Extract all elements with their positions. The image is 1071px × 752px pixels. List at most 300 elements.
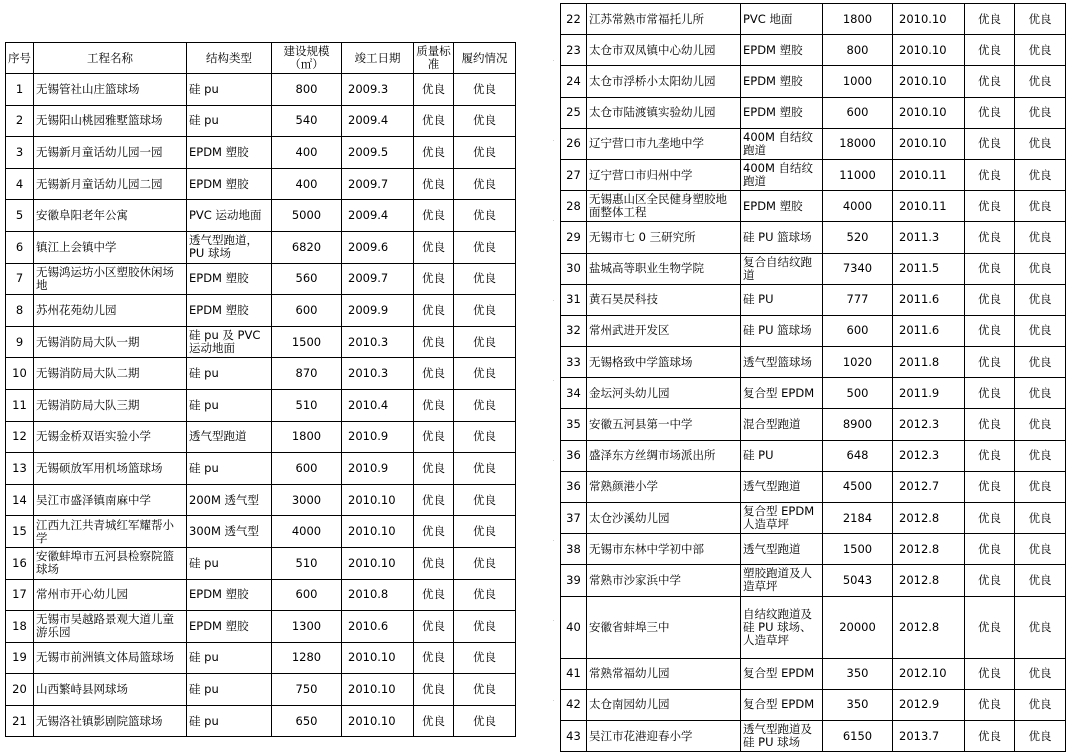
divider-dot <box>553 700 554 701</box>
cell-no: 38 <box>561 534 587 565</box>
cell-type: 透气型跑道 <box>741 471 823 502</box>
cell-type: 塑胶跑道及人造草坪 <box>741 565 823 596</box>
cell-name: 山西繁峙县网球场 <box>34 674 187 706</box>
cell-no: 34 <box>561 378 587 409</box>
cell-quality: 优良 <box>965 503 1015 534</box>
cell-quality: 优良 <box>414 389 454 421</box>
cell-area: 510 <box>272 547 342 579</box>
table-row <box>6 611 516 643</box>
cell-type: PVC 地面 <box>741 4 823 35</box>
cell-area: 500 <box>823 378 893 409</box>
table-row <box>6 579 516 611</box>
table-row <box>561 534 1066 565</box>
cell-perf: 优良 <box>454 137 516 169</box>
cell-perf: 优良 <box>1015 440 1066 471</box>
cell-area: 8900 <box>823 409 893 440</box>
cell-quality: 优良 <box>965 720 1015 751</box>
divider-dot <box>553 540 554 541</box>
cell-date: 2010.10 <box>893 128 965 159</box>
cell-no: 28 <box>561 191 587 222</box>
table-row <box>6 137 516 169</box>
cell-no: 7 <box>6 263 34 295</box>
cell-type: 300M 透气型 <box>187 516 272 548</box>
cell-name: 常州武进开发区 <box>587 315 741 346</box>
cell-date: 2012.10 <box>893 658 965 689</box>
cell-date: 2009.7 <box>342 263 414 295</box>
table-row <box>561 565 1066 596</box>
cell-type: 硅 PU <box>741 440 823 471</box>
header-scale: 建设规模（㎡） <box>272 43 342 74</box>
cell-quality: 优良 <box>965 66 1015 97</box>
cell-date: 2009.9 <box>342 295 414 327</box>
cell-quality: 优良 <box>414 295 454 327</box>
cell-area: 648 <box>823 440 893 471</box>
cell-perf: 优良 <box>1015 565 1066 596</box>
cell-perf: 优良 <box>454 547 516 579</box>
cell-date: 2009.4 <box>342 200 414 232</box>
cell-date: 2010.6 <box>342 611 414 643</box>
cell-name: 安徽蚌埠市五河县检察院篮球场 <box>34 547 187 579</box>
cell-name: 无锡市前洲镇文体局篮球场 <box>34 642 187 674</box>
cell-no: 32 <box>561 315 587 346</box>
cell-perf: 优良 <box>454 674 516 706</box>
table-row <box>561 4 1066 35</box>
cell-quality: 优良 <box>965 97 1015 128</box>
cell-quality: 优良 <box>965 471 1015 502</box>
cell-name: 盐城高等职业生物学院 <box>587 253 741 284</box>
cell-quality: 优良 <box>965 534 1015 565</box>
cell-no: 24 <box>561 66 587 97</box>
cell-area: 600 <box>272 579 342 611</box>
cell-name: 无锡鸿运坊小区塑胶休闲场地 <box>34 263 187 295</box>
cell-type: 400M 自结纹跑道 <box>741 159 823 190</box>
cell-date: 2013.7 <box>893 720 965 751</box>
divider-dot <box>553 460 554 461</box>
cell-no: 14 <box>6 484 34 516</box>
cell-date: 2012.8 <box>893 565 965 596</box>
cell-date: 2010.10 <box>342 674 414 706</box>
cell-date: 2009.4 <box>342 105 414 137</box>
cell-quality: 优良 <box>965 284 1015 315</box>
table-row <box>561 191 1066 222</box>
table-row <box>561 596 1066 658</box>
table-row <box>561 97 1066 128</box>
cell-perf: 优良 <box>454 358 516 390</box>
cell-name: 无锡消防局大队二期 <box>34 358 187 390</box>
cell-name: 无锡市吴越路景观大道儿童游乐园 <box>34 611 187 643</box>
cell-perf: 优良 <box>1015 503 1066 534</box>
cell-perf: 优良 <box>1015 534 1066 565</box>
cell-name: 常熟市沙家浜中学 <box>587 565 741 596</box>
cell-area: 4000 <box>272 516 342 548</box>
cell-perf: 优良 <box>1015 159 1066 190</box>
cell-name: 江西九江共青城红军耀帮小学 <box>34 516 187 548</box>
cell-area: 400 <box>272 168 342 200</box>
cell-quality: 优良 <box>414 168 454 200</box>
cell-name: 太仓市浮桥小太阳幼儿园 <box>587 66 741 97</box>
cell-no: 8 <box>6 295 34 327</box>
cell-type: 硅 pu <box>187 358 272 390</box>
cell-date: 2010.4 <box>342 389 414 421</box>
table-row <box>561 440 1066 471</box>
cell-quality: 优良 <box>965 409 1015 440</box>
header-name: 工程名称 <box>34 43 187 74</box>
divider-dot <box>553 620 554 621</box>
table-row <box>6 516 516 548</box>
cell-perf: 优良 <box>454 642 516 674</box>
cell-area: 1500 <box>823 534 893 565</box>
table-row <box>6 105 516 137</box>
cell-name: 无锡新月童话幼儿园一园 <box>34 137 187 169</box>
cell-area: 1280 <box>272 642 342 674</box>
cell-name: 吴江市盛泽镇南麻中学 <box>34 484 187 516</box>
cell-date: 2010.3 <box>342 358 414 390</box>
cell-perf: 优良 <box>454 74 516 106</box>
table-row <box>6 231 516 263</box>
cell-no: 21 <box>6 705 34 737</box>
divider-dot <box>553 300 554 301</box>
cell-type: 透气型跑道及硅 PU 球场 <box>741 720 823 751</box>
cell-type: EPDM 塑胶 <box>187 263 272 295</box>
table-row <box>6 484 516 516</box>
cell-quality: 优良 <box>965 565 1015 596</box>
cell-perf: 优良 <box>1015 689 1066 720</box>
cell-area: 6820 <box>272 231 342 263</box>
cell-perf: 优良 <box>1015 378 1066 409</box>
cell-area: 1800 <box>272 421 342 453</box>
table-row <box>561 284 1066 315</box>
table-row <box>561 315 1066 346</box>
cell-type: 硅 pu <box>187 453 272 485</box>
cell-no: 13 <box>6 453 34 485</box>
cell-type: 透气型跑道 <box>741 534 823 565</box>
cell-no: 16 <box>6 547 34 579</box>
cell-no: 26 <box>561 128 587 159</box>
cell-type: 复合型 EPDM <box>741 658 823 689</box>
cell-name: 无锡消防局大队一期 <box>34 326 187 358</box>
cell-quality: 优良 <box>414 231 454 263</box>
table-row <box>561 720 1066 751</box>
table-row <box>561 409 1066 440</box>
table-row <box>561 503 1066 534</box>
table-row <box>561 471 1066 502</box>
cell-no: 23 <box>561 35 587 66</box>
cell-name: 安徽省蚌埠三中 <box>587 596 741 658</box>
cell-name: 江苏常熟市常福托儿所 <box>587 4 741 35</box>
cell-no: 42 <box>561 689 587 720</box>
cell-area: 520 <box>823 222 893 253</box>
cell-perf: 优良 <box>1015 4 1066 35</box>
cell-no: 22 <box>561 4 587 35</box>
cell-name: 无锡阳山桃园雅墅篮球场 <box>34 105 187 137</box>
cell-date: 2010.10 <box>893 35 965 66</box>
cell-perf: 优良 <box>1015 720 1066 751</box>
cell-date: 2010.9 <box>342 453 414 485</box>
cell-name: 无锡市东林中学初中部 <box>587 534 741 565</box>
cell-area: 20000 <box>823 596 893 658</box>
cell-area: 1300 <box>272 611 342 643</box>
cell-name: 辽宁营口市归州中学 <box>587 159 741 190</box>
header-type: 结构类型 <box>187 43 272 74</box>
cell-type: 复合自结纹跑道 <box>741 253 823 284</box>
cell-no: 15 <box>6 516 34 548</box>
cell-no: 4 <box>6 168 34 200</box>
cell-name: 盛泽东方丝绸市场派出所 <box>587 440 741 471</box>
cell-quality: 优良 <box>965 159 1015 190</box>
cell-name: 无锡市七 0 三研究所 <box>587 222 741 253</box>
cell-name: 无锡洛社镇影剧院篮球场 <box>34 705 187 737</box>
cell-date: 2010.10 <box>342 705 414 737</box>
cell-type: 硅 pu <box>187 105 272 137</box>
cell-no: 37 <box>561 503 587 534</box>
cell-no: 30 <box>561 253 587 284</box>
cell-type: 硅 pu <box>187 674 272 706</box>
table-row <box>6 674 516 706</box>
cell-type: 硅 pu 及 PVC 运动地面 <box>187 326 272 358</box>
cell-no: 1 <box>6 74 34 106</box>
table-row <box>6 200 516 232</box>
cell-area: 3000 <box>272 484 342 516</box>
cell-area: 540 <box>272 105 342 137</box>
cell-area: 750 <box>272 674 342 706</box>
cell-type: 复合型 EPDM <box>741 378 823 409</box>
cell-date: 2010.11 <box>893 191 965 222</box>
cell-no: 41 <box>561 658 587 689</box>
cell-area: 800 <box>823 35 893 66</box>
cell-perf: 优良 <box>1015 596 1066 658</box>
cell-perf: 优良 <box>454 389 516 421</box>
cell-no: 35 <box>561 409 587 440</box>
cell-name: 苏州花苑幼儿园 <box>34 295 187 327</box>
cell-date: 2010.8 <box>342 579 414 611</box>
cell-area: 18000 <box>823 128 893 159</box>
cell-perf: 优良 <box>454 200 516 232</box>
cell-date: 2009.6 <box>342 231 414 263</box>
cell-area: 5000 <box>272 200 342 232</box>
table-row <box>6 547 516 579</box>
cell-area: 6150 <box>823 720 893 751</box>
cell-type: EPDM 塑胶 <box>187 579 272 611</box>
cell-type: 400M 自结纹跑道 <box>741 128 823 159</box>
cell-type: 复合型 EPDM <box>741 689 823 720</box>
divider-dot <box>553 380 554 381</box>
cell-perf: 优良 <box>1015 66 1066 97</box>
cell-name: 无锡格致中学篮球场 <box>587 347 741 378</box>
cell-quality: 优良 <box>414 516 454 548</box>
cell-type: 硅 pu <box>187 74 272 106</box>
cell-date: 2010.10 <box>893 4 965 35</box>
table-row <box>561 253 1066 284</box>
cell-area: 1800 <box>823 4 893 35</box>
cell-quality: 优良 <box>414 263 454 295</box>
cell-quality: 优良 <box>965 315 1015 346</box>
table-row <box>561 347 1066 378</box>
cell-type: 200M 透气型 <box>187 484 272 516</box>
cell-name: 太仓市双凤镇中心幼儿园 <box>587 35 741 66</box>
cell-type: EPDM 塑胶 <box>741 191 823 222</box>
cell-area: 870 <box>272 358 342 390</box>
cell-area: 560 <box>272 263 342 295</box>
cell-no: 20 <box>6 674 34 706</box>
cell-date: 2012.8 <box>893 503 965 534</box>
cell-date: 2012.9 <box>893 689 965 720</box>
cell-area: 5043 <box>823 565 893 596</box>
cell-quality: 优良 <box>965 253 1015 284</box>
table-row <box>6 705 516 737</box>
cell-quality: 优良 <box>965 191 1015 222</box>
cell-perf: 优良 <box>1015 347 1066 378</box>
cell-quality: 优良 <box>965 658 1015 689</box>
cell-perf: 优良 <box>454 105 516 137</box>
cell-type: EPDM 塑胶 <box>741 97 823 128</box>
cell-area: 1500 <box>272 326 342 358</box>
cell-perf: 优良 <box>1015 471 1066 502</box>
cell-no: 10 <box>6 358 34 390</box>
cell-perf: 优良 <box>454 295 516 327</box>
table-row <box>561 689 1066 720</box>
cell-no: 19 <box>6 642 34 674</box>
cell-perf: 优良 <box>454 516 516 548</box>
cell-perf: 优良 <box>1015 222 1066 253</box>
cell-type: 硅 PU 篮球场 <box>741 222 823 253</box>
table-row <box>561 222 1066 253</box>
cell-name: 黄石昊昃科技 <box>587 284 741 315</box>
cell-date: 2011.3 <box>893 222 965 253</box>
cell-type: 透气型篮球场 <box>741 347 823 378</box>
cell-area: 400 <box>272 137 342 169</box>
cell-perf: 优良 <box>1015 35 1066 66</box>
cell-name: 安徽阜阳老年公寓 <box>34 200 187 232</box>
divider-dot <box>553 60 554 61</box>
cell-perf: 优良 <box>1015 409 1066 440</box>
cell-area: 510 <box>272 389 342 421</box>
cell-type: EPDM 塑胶 <box>741 35 823 66</box>
cell-perf: 优良 <box>1015 658 1066 689</box>
cell-quality: 优良 <box>965 440 1015 471</box>
cell-quality: 优良 <box>414 200 454 232</box>
cell-no: 3 <box>6 137 34 169</box>
cell-name: 无锡管社山庄篮球场 <box>34 74 187 106</box>
cell-area: 800 <box>272 74 342 106</box>
cell-date: 2010.10 <box>893 97 965 128</box>
table-row <box>6 326 516 358</box>
cell-name: 无锡新月童话幼儿园二园 <box>34 168 187 200</box>
cell-quality: 优良 <box>414 326 454 358</box>
cell-area: 1020 <box>823 347 893 378</box>
cell-date: 2012.7 <box>893 471 965 502</box>
cell-no: 25 <box>561 97 587 128</box>
header-perf: 履约情况 <box>454 43 516 74</box>
cell-type: EPDM 塑胶 <box>187 611 272 643</box>
cell-date: 2011.6 <box>893 284 965 315</box>
cell-name: 无锡惠山区全民健身塑胶地面整体工程 <box>587 191 741 222</box>
cell-type: EPDM 塑胶 <box>741 66 823 97</box>
table-row <box>6 642 516 674</box>
cell-date: 2012.3 <box>893 409 965 440</box>
cell-name: 常熟常福幼儿园 <box>587 658 741 689</box>
cell-quality: 优良 <box>965 347 1015 378</box>
cell-name: 辽宁营口市九垄地中学 <box>587 128 741 159</box>
cell-quality: 优良 <box>414 105 454 137</box>
table-row <box>561 159 1066 190</box>
cell-perf: 优良 <box>454 168 516 200</box>
cell-perf: 优良 <box>1015 284 1066 315</box>
cell-no: 5 <box>6 200 34 232</box>
cell-type: 自结纹跑道及硅 PU 球场、人造草坪 <box>741 596 823 658</box>
cell-no: 33 <box>561 347 587 378</box>
cell-quality: 优良 <box>414 484 454 516</box>
cell-perf: 优良 <box>454 231 516 263</box>
cell-no: 36 <box>561 440 587 471</box>
cell-date: 2010.3 <box>342 326 414 358</box>
cell-quality: 优良 <box>414 611 454 643</box>
cell-quality: 优良 <box>414 358 454 390</box>
cell-type: 硅 pu <box>187 389 272 421</box>
cell-type: EPDM 塑胶 <box>187 295 272 327</box>
cell-type: 透气型跑道 <box>187 421 272 453</box>
cell-name: 常州市开心幼儿园 <box>34 579 187 611</box>
cell-area: 4000 <box>823 191 893 222</box>
cell-perf: 优良 <box>454 484 516 516</box>
cell-area: 2184 <box>823 503 893 534</box>
table-row <box>561 378 1066 409</box>
cell-date: 2009.7 <box>342 168 414 200</box>
cell-date: 2010.9 <box>342 421 414 453</box>
cell-date: 2009.5 <box>342 137 414 169</box>
cell-quality: 优良 <box>414 137 454 169</box>
table-row <box>6 263 516 295</box>
cell-quality: 优良 <box>965 222 1015 253</box>
cell-quality: 优良 <box>414 705 454 737</box>
cell-type: EPDM 塑胶 <box>187 168 272 200</box>
table-row <box>6 421 516 453</box>
cell-perf: 优良 <box>454 611 516 643</box>
cell-date: 2010.10 <box>893 66 965 97</box>
cell-perf: 优良 <box>1015 128 1066 159</box>
cell-area: 350 <box>823 658 893 689</box>
cell-no: 17 <box>6 579 34 611</box>
header-no: 序号 <box>6 43 34 74</box>
cell-area: 1000 <box>823 66 893 97</box>
cell-no: 43 <box>561 720 587 751</box>
cell-name: 无锡金桥双语实验小学 <box>34 421 187 453</box>
cell-quality: 优良 <box>965 378 1015 409</box>
cell-perf: 优良 <box>454 421 516 453</box>
cell-no: 29 <box>561 222 587 253</box>
cell-no: 27 <box>561 159 587 190</box>
cell-area: 600 <box>272 295 342 327</box>
cell-area: 600 <box>272 453 342 485</box>
project-table-right <box>560 3 1066 752</box>
cell-perf: 优良 <box>1015 191 1066 222</box>
cell-perf: 优良 <box>454 579 516 611</box>
cell-date: 2010.10 <box>342 484 414 516</box>
divider-dot <box>553 220 554 221</box>
table-row <box>6 168 516 200</box>
cell-name: 镇江上会镇中学 <box>34 231 187 263</box>
cell-quality: 优良 <box>414 579 454 611</box>
cell-type: 复合型 EPDM 人造草坪 <box>741 503 823 534</box>
cell-type: 混合型跑道 <box>741 409 823 440</box>
project-table-left <box>5 42 516 737</box>
cell-type: 硅 PU <box>741 284 823 315</box>
cell-name: 太仓沙溪幼儿园 <box>587 503 741 534</box>
divider-dot <box>553 140 554 141</box>
cell-type: PVC 运动地面 <box>187 200 272 232</box>
cell-name: 金坛河头幼儿园 <box>587 378 741 409</box>
cell-no: 9 <box>6 326 34 358</box>
cell-quality: 优良 <box>414 453 454 485</box>
